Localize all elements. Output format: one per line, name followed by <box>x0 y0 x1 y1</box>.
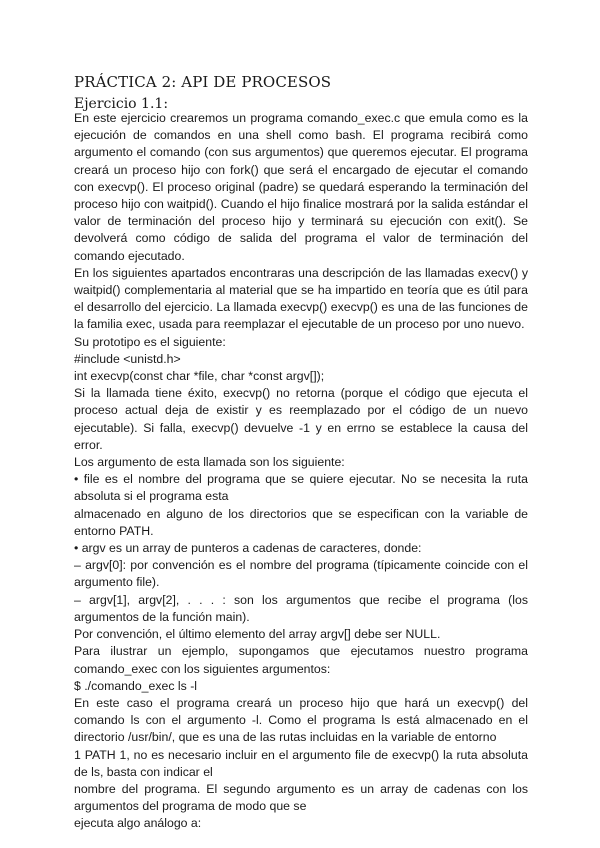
paragraph-caso: En este caso el programa creará un proceso hijo que hará un execvp() del comando ls con el argumento -l. Como el programa ls está almacenado en el directorio /usr/bin/, que es una de las rutas incluidas en la variable de entorno <box>74 695 528 745</box>
paragraph-segundo: nombre del programa. El segundo argumento es un array de cadenas con los argumentos del programa de modo que se <box>74 781 528 814</box>
document-body <box>74 110 528 833</box>
paragraph-apartados: En los siguientes apartados encontraras una descripción de las llamadas execv() y waitpid() complementaria al material que se ha impartido en teoría que es útil para el desarrollo del ejercicio. La llamada execvp() execvp() es una de las funciones de la familia exec, usada para reemplazar el ejecutable de un proceso por uno nuevo. <box>74 265 528 332</box>
page-title: PRÁCTICA 2: API DE PROCESOS <box>74 73 332 91</box>
paragraph-ejemplo: Para ilustrar un ejemplo, supongamos que ejecutamos nuestro programa comando_exec con los siguientes argumentos: <box>74 644 528 676</box>
code-include: #include <unistd.h> <box>74 351 181 366</box>
sub-bullet-argv1: – argv[1], argv[2], . . . : son los argumentos que recibe el programa (los argumentos de la función main). <box>74 592 528 624</box>
code-command: $ ./comando_exec ls -l <box>74 678 198 693</box>
section-heading: Ejercicio 1.1: <box>74 96 169 112</box>
paragraph-intro: En este ejercicio crearemos un programa comando_exec.c que emula como es la ejecución de comandos en una shell como bash. El programa recibirá como argumento el comando (con sus argumentos) que queremos ejecutar. El programa creará un proceso hijo con fork() que será el encargado de ejecutar el comando con execvp(). El proceso original (padre) se quedará esperando la terminación del proceso hijo con waitpid(). Cuando el hijo finalice mostrará por la salida estándar el valor de terminación del proceso hijo y terminará su ejecución con exit(). Se devolverá como código de salida del programa el valor de terminación del comando ejecutado. <box>74 111 528 263</box>
paragraph-path: almacenado en alguno de los directorios que se especifican con la variable de entorno PATH. <box>74 506 528 538</box>
paragraph-path-note: 1 PATH 1, no es necesario incluir en el argumento file de execvp() la ruta absoluta de ls, basta con indicar el <box>74 747 528 779</box>
bullet-argv: • argv es un array de punteros a cadenas de caracteres, donde: <box>74 541 422 556</box>
paragraph-null: Por convención, el último elemento del array argv[] debe ser NULL. <box>74 627 441 642</box>
paragraph-retorno: Si la llamada tiene éxito, execvp() no retorna (porque el código que ejecuta el proceso actual deja de existir y es reemplazado por el código de un nuevo ejecutable). Si falla, execvp() devuelve -1 y en errno se establece la causa del error. <box>74 386 528 452</box>
paragraph-prototipo: Su prototipo es el siguiente: <box>74 334 226 349</box>
paragraph-argumentos: Los argumento de esta llamada son los siguiente: <box>74 455 345 470</box>
paragraph-analogo: ejecuta algo análogo a: <box>74 816 202 831</box>
bullet-file: • file es el nombre del programa que se quiere ejecutar. No se necesita la ruta absoluta si el programa esta <box>74 472 528 504</box>
code-prototype: int execvp(const char *file, char *const argv[]); <box>74 369 325 384</box>
sub-bullet-argv0: – argv[0]: por convención es el nombre del programa (típicamente coincide con el argumento file). <box>74 558 528 590</box>
